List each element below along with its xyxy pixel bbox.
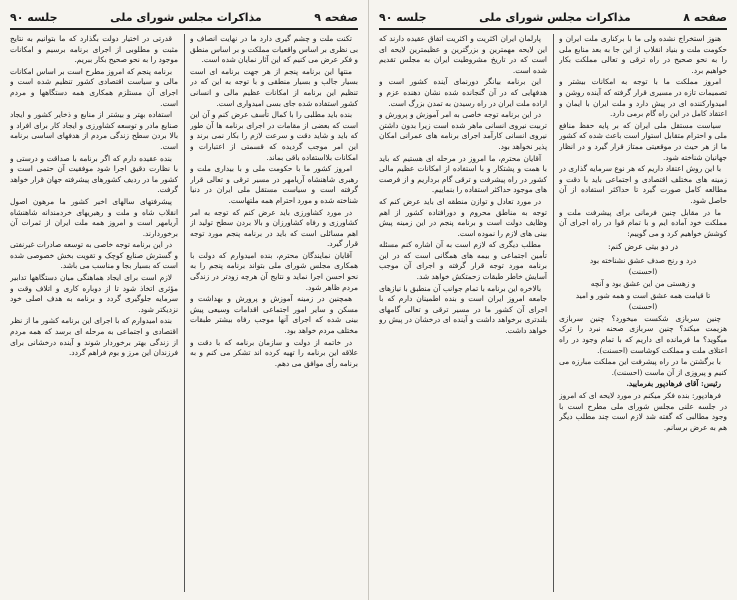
- paragraph: این برنامه بیانگر دورنمای آینده کشور است و هدفهایی که در آن گنجانده شده نشان دهنده عزم و اراده ملت ایران در راه رسیدن به تمدن بزرگ است.: [379, 77, 547, 108]
- paragraph: استفاده بهتر و بیشتر از منابع و ذخایر کشور و ایجاد صنایع مادر و توسعه کشاورزی و ایجاد کار برای افراد و بالا بردن سطح زندگی مردم از هدفهای اساسی برنامه است.: [10, 110, 178, 151]
- paragraph: بنده باید مطلبی را با کمال تأسف عرض کنم و آن این است که بعضی از مقامات در اجرای برنامه ها آن طور که باید و شاید دقت و سرعت لازم را بکار نمی برند و این امر موجب گردیده که قسمتی از اعتبارات و امکانات بلااستفاده باقی بماند.: [190, 110, 358, 162]
- paragraph: برنامه پنجم که امروز مطرح است بر اساس امکانات مالی و سیاست اقتصادی کشور تنظیم شده است و اجرای آن مستلزم همکاری همه دستگاهها و مردم است.: [10, 66, 178, 108]
- header-rule: [379, 28, 727, 30]
- paragraph: هنوز استخراج نشده ولی ما با برکناری ملت ایران و حکومت ملت و بنیاد انقلاب از این جا به بعد منابع ملی را به نحو صحیح در راه ترقی و تعالی مملکت بکار خواهیم برد.: [559, 34, 727, 75]
- verse-line: (احسنت): [628, 267, 658, 277]
- right-page: [369, 0, 737, 600]
- paragraph: آقایان محترم، ما امروز در مرحله ای هستیم که باید با همت و پشتکار و با استفاده از امکانات عظیم مالی کشور در راه پیشرفت و ترقی گام برداریم و از فرصت های موجود حداکثر استفاده را بنماییم.: [379, 153, 547, 195]
- publication-title: مذاکرات مجلس شورای ملی: [479, 10, 631, 24]
- paragraph: بنده عقیده دارم که اگر برنامه با صداقت و درستی و با نظارت دقیق اجرا شود موفقیت آن حتمی است و کشور ما در ردیف کشورهای پیشرفته جهان قرار خواهد گرفت.: [10, 153, 178, 195]
- page-number: صفحه ۸: [683, 10, 727, 24]
- paragraph: پارلمان ایران اکثریت و اکثریت اتفاق عقیده دارند که این لایحه مهمترین و بزرگترین و عظیمترین لایحه ای است که در تاریخ مشروطیت ایران به مجلس تقدیم شده است.: [379, 34, 547, 75]
- verse-intro: در دو بیتی عرض کنم:: [607, 242, 679, 252]
- text-column-left: [379, 34, 547, 592]
- page-header: [379, 8, 727, 26]
- paragraph: چنین سربازی شکست میخورد؟ چنین سربازی هزیمت میکند؟ چنین سربازی صحنه نبرد را ترک میگوید؟ ما فرمانده ای داریم که با تمام وجود در راه اعتلای ملت و مملکت کوشاست (احسنت).: [559, 313, 727, 355]
- paragraph: امروز کشور ما با حکومت ملی و با بیداری ملت و رهبری شاهنشاه آریامهر در مسیر ترقی و تعالی قرار گرفته است و سیاست مستقل ملی ایران در دنیا شناخته شده و مورد احترام همه ملتهاست.: [190, 164, 358, 205]
- speaker-line: رئیس: آقای فرهادپور بفرمایید.: [626, 379, 721, 389]
- paragraph: در خاتمه از دولت و سازمان برنامه که با دقت و علاقه این برنامه را تهیه کرده اند تشکر می کنم و به برنامه رأی موافق می دهم.: [190, 337, 358, 368]
- paragraph: بالاخره این برنامه با تمام جوانب آن منطبق با نیازهای جامعه امروز ایران است و بنده اطمینان دارم که با اجرای آن کشور ما در مسیر ترقی و تعالی گامهای بلندتری برخواهد داشت و آینده ای درخشان در پیش رو خواهد داشت.: [379, 283, 547, 336]
- paragraph: مطلب دیگری که لازم است به آن اشاره کنم مسئله تأمین اجتماعی و بیمه های همگانی است که در این برنامه مورد توجه قرار گرفته و اجرای آن موجب آسایش خاطر طبقات زحمتکش خواهد شد.: [379, 240, 547, 282]
- paragraph: بنده امیدوارم که با اجرای این برنامه کشور ما از نظر اقتصادی و اجتماعی به مرحله ای برسد که همه مردم از زندگی بهتر برخوردار شوند و آینده درخشانی برای فرزندان این مرز و بوم فراهم گردد.: [10, 316, 178, 358]
- paragraph: در این برنامه توجه خاصی به امر آموزش و پرورش و تربیت نیروی انسانی ماهر شده است زیرا بدون داشتن نیروی انسانی کارآمد اجرای برنامه های عمرانی امکان پذیر نخواهد بود.: [379, 110, 547, 151]
- paragraph: آقایان نمایندگان محترم، بنده امیدوارم که دولت با همکاری مجلس شورای ملی بتواند برنامه پنجم را به نحو احسن اجرا نماید و نتایج آن هرچه زودتر در زندگی مردم ظاهر شود.: [190, 250, 358, 292]
- paragraph: تکنت ملت و چشم گیری دارد ما در نهایت انصاف و بی نظری بر اساس واقعیات مملکت و بر اساس منطق و فکر عرض می کنیم که این آثار نمایان شده است.: [190, 34, 358, 65]
- paragraph: در این برنامه توجه خاصی به توسعه صادرات غیرنفتی و گسترش صنایع کوچک و تقویت بخش خصوصی شده است که بسیار بجا و مناسب می باشد.: [10, 240, 178, 271]
- text-column-right: [190, 34, 358, 592]
- paragraph: همچنین در زمینه آموزش و پرورش و بهداشت و مسکن و سایر امور اجتماعی اقدامات وسیعی پیش بینی شده که اجرای آنها موجب رفاه بیشتر طبقات مختلف مردم خواهد بود.: [190, 294, 358, 336]
- header-rule: [10, 28, 358, 30]
- column-divider: [553, 34, 554, 592]
- verse-line: (احسنت): [628, 302, 658, 312]
- paragraph: امروز مملکت ما با توجه به امکانات بیشتر و تصمیمات تازه در مسیری قرار گرفته که آینده روشن و امیدوارکننده ای در پیش دارد و ملت ایران با ایمان و اعتقاد کامل در این راه گام برمی دارد.: [559, 77, 727, 119]
- paragraph: لازم است برای ایجاد هماهنگی میان دستگاهها تدابیر مؤثری اتخاذ شود تا از دوباره کاری و اتلاف وقت و سرمایه جلوگیری گردد و برنامه به هدف اصلی خود نزدیکتر شود.: [10, 273, 178, 314]
- paragraph: با این روش اعتقاد داریم که هر نوع سرمایه گذاری در زمینه های مختلف اقتصادی و اجتماعی باید با دقت و مطالعه کامل صورت گیرد تا حداکثر استفاده از آن حاصل شود.: [559, 164, 727, 205]
- paragraph: ما در مقابل چنین فرمانی برای پیشرفت ملت و مملکت خود آماده ایم و با تمام قوا در راه اجرای آن کوشش خواهیم کرد و می گوییم:: [559, 207, 727, 238]
- paragraph: در مورد کشاورزی باید عرض کنم که توجه به امر کشاورزی و رفاه کشاورزان و بالا بردن سطح تولید از اهم مسائلی است که باید در برنامه پنجم مورد توجه قرار گیرد.: [190, 207, 358, 249]
- session-number: جلسه ۹۰: [10, 10, 58, 24]
- paragraph: در مورد تعادل و توازن منطقه ای باید عرض کنم که توجه به مناطق محروم و دورافتاده کشور از اهم وظایف دولت است و برنامه پنجم در این زمینه پیش بینی های لازم را نموده است.: [379, 196, 547, 238]
- publication-title: مذاکرات مجلس شورای ملی: [110, 10, 262, 24]
- verse-line: درد و رنج صدف عشق نشناخته بود: [589, 255, 697, 265]
- text-column-right: [559, 34, 727, 592]
- page-number: صفحه ۹: [314, 10, 358, 24]
- verse-line: و زهستی من این عشق بود و آنچه: [590, 279, 696, 289]
- paragraph: با برگشتن ما در راه پیشرفت این مملکت مبارزه می کنیم و پیروزی از آن ماست (احسنت).: [559, 357, 727, 377]
- text-column-left: [10, 34, 178, 592]
- paragraph: فرهادپور: بنده فکر میکنم در مورد لایحه ای که امروز در جلسه علنی مجلس شورای ملی مطرح است با وجود مطالبی که گفته شد لازم است چند مطلب دیگر هم به عرض برسانم.: [559, 391, 727, 432]
- paragraph: پیشرفتهای سالهای اخیر کشور ما مرهون اصول انقلاب شاه و ملت و رهبریهای خردمندانه شاهنشاه آریامهر است و امروز همه ملت ایران از ثمرات آن برخوردارند.: [10, 196, 178, 238]
- left-page: [0, 0, 368, 600]
- verse-line: تا قیامت همه عشق است و همه شور و امید: [575, 290, 711, 300]
- paragraph: منتها این برنامه پنجم از هر جهت برنامه ای است بسیار جالب و بسیار منطقی و با توجه به این که در تنظیم این برنامه از امکانات عظیم مالی و انسانی کشور استفاده شده جای بسی امیدواری است.: [190, 66, 358, 108]
- column-divider: [184, 34, 185, 592]
- paragraph: سیاست مستقل ملی ایران که بر پایه حفظ منافع ملی و احترام متقابل استوار است باعث شده که کشور ما از هر حیث در موقعیتی ممتاز قرار گیرد و در انظار جهانیان شناخته شود.: [559, 120, 727, 162]
- page-header: [10, 8, 358, 26]
- paragraph: قدرتی در اختیار دولت بگذارد که ما بتوانیم به نتایج مثبت و مطلوبی از اجرای برنامه برسیم و امکانات موجود را به نحو صحیح بکار ببریم.: [10, 34, 178, 65]
- session-number: جلسه ۹۰: [379, 10, 427, 24]
